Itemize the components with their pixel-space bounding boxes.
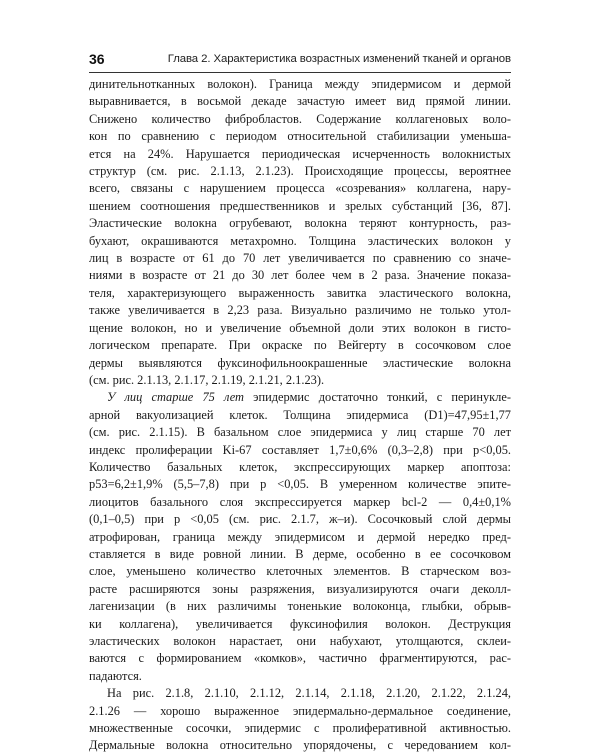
text-line: индекс пролиферации Ki-67 составляет 1,7±0,6% (0,3–2,8) при p<0,05. [89, 442, 511, 457]
text-line: шением соотношения предшественников и зрелых субстанций [36, 87]. [89, 198, 511, 213]
text-line: Дермальные волокна относительно упорядочены, с чередованием кол- [89, 738, 511, 753]
text-line: Количество базальных клеток, экспрессирующих маркер апоптоза: [89, 459, 511, 474]
paragraph [89, 76, 511, 389]
text-line: лагенизации (в них различимы тоненькие волоконца, глыбки, обрыв- [89, 599, 511, 614]
text-line: ставляется в виде ровной линии. В дерме, особенно в ее сосочковом [89, 546, 511, 561]
text-line: арной вакуолизацией клеток. Толщина эпидермиса (D1)=47,95±1,77 [89, 407, 511, 422]
italic-phrase: У лиц старше 75 лет [107, 390, 245, 405]
text-line: слое, уменьшено количество клеточных элементов. В старческом воз- [89, 564, 511, 579]
text-line: динительнотканных волокон). Граница между эпидермисом и дермой [89, 77, 511, 91]
text-line: 2.1.26 — хорошо выраженное эпидермально-дермальное соединение, [89, 703, 511, 718]
text-line: множественные сосочки, эпидермис с пролиферативной активностью. [89, 721, 511, 736]
text-line: ки коллагена), увеличивается фуксинофилия волокон. Деструкция [89, 616, 511, 631]
text-line: всего, связаны с нарушением процесса «созревания» коллагена, нару- [89, 181, 511, 196]
text-line: ниями в возрасте от 21 до 30 лет более чем в 2 раза. Значение показа- [89, 268, 511, 283]
header-rule [89, 72, 511, 73]
text-line: также увеличивается в 2,23 раза. Визуально различимо не только утол- [89, 303, 511, 318]
text-line: лиоцитов базального слоя экспрессируется маркер bcl-2 — 0,4±0,1% [89, 494, 511, 509]
text-line: лиц в возрасте от 61 до 70 лет увеличивается по сравнению со значе- [89, 251, 511, 266]
text-line [89, 389, 511, 406]
text-line: p53=6,2±1,9% (5,5–7,8) при p <0,05. В умеренном количестве эпите- [89, 477, 511, 492]
text-line: структур (см. рис. 2.1.13, 2.1.23). Происходящие процессы, вероятнее [89, 164, 511, 179]
page-number: 36 [89, 51, 105, 67]
paragraph [89, 389, 511, 685]
running-head: Глава 2. Характеристика возрастных изменений тканей и органов [167, 53, 511, 65]
text-line: (см. рис. 2.1.13, 2.1.17, 2.1.19, 2.1.21, 2.1.23). [89, 372, 325, 387]
text-span: эпидермис достаточно тонкий, с перинукле- [244, 390, 511, 405]
text-line: атрофирован, граница между эпидермисом и дермой нередко пред- [89, 529, 511, 544]
paragraph [89, 685, 511, 755]
text-line: щение волокон, но и увеличение объемной доли этих волокон в гисто- [89, 320, 511, 335]
text-line: Снижено количество фибробластов. Содержание коллагеновых воло- [89, 111, 511, 126]
text-line: ется на 24%. Нарушается периодическая исчерченность волокнистых [89, 146, 511, 161]
text-line: выравнивается, в восьмой декаде зачастую имеет вид прямой линии. [89, 94, 511, 109]
text-line: ваются с формированием «комков», частично фрагментируются, рас- [89, 651, 511, 666]
text-line: (см. рис. 2.1.15). В базальном слое эпидермиса у лиц старше 70 лет [89, 425, 511, 440]
text-line: логическом препарате. При окраске по Вейгерту в сосочковом слое [89, 338, 511, 353]
text-line: (0,1–0,5) при p <0,05 (см. рис. 2.1.7, ж–и). Сосочковый слой дермы [89, 512, 511, 527]
page-header [89, 50, 511, 68]
text-line: кон по сравнению с периодом относительной стабилизации уменьша- [89, 129, 511, 144]
text-line: теля, характеризующего выраженность завитка эластического волокна, [89, 285, 511, 300]
text-line: дермы выявляются фуксинофильноокрашенные эластические волокна [89, 355, 511, 370]
text-line: падаются. [89, 668, 142, 683]
text-line: эластических волокон нарастает, они набухают, утолщаются, склеи- [89, 634, 511, 648]
text-line: бухают, окрашиваются метахромно. Толщина эластических волокон у [89, 233, 511, 248]
text-line: расте расширяются зоны разряжения, визуализируются очаги деколл- [89, 581, 511, 596]
text-line: На рис. 2.1.8, 2.1.10, 2.1.12, 2.1.14, 2.1.18, 2.1.20, 2.1.22, 2.1.24, [107, 686, 511, 701]
body-text [89, 76, 511, 755]
text-line: Эластические волокна огрубевают, волокна теряют контурность, раз- [89, 216, 511, 231]
